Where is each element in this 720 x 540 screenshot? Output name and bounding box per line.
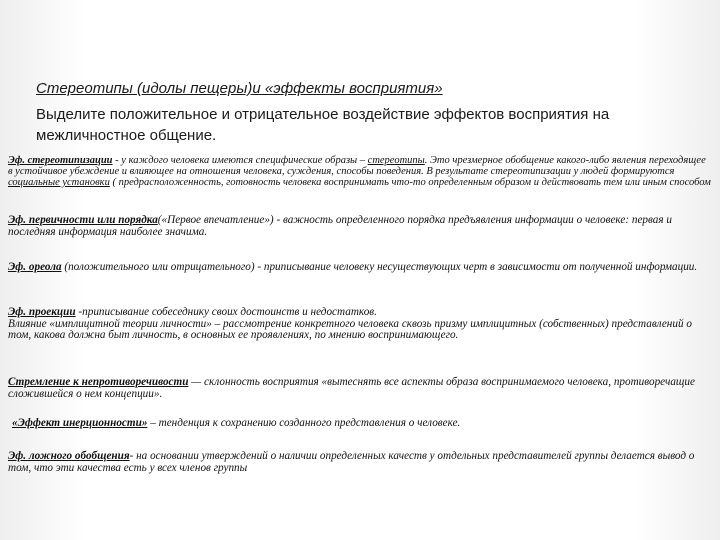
text-stereotyping-1: - у каждого человека имеются специфические образы – [112, 155, 368, 166]
link-stereotypes[interactable]: стереотипы [367, 155, 425, 166]
paragraph-false-generalization [8, 451, 712, 474]
link-social-attitudes[interactable]: социальные установки [8, 176, 110, 188]
text-halo: (положительного или отрицательного) - приписывание человеку несуществующих черт в зависимости от полученной информации. [61, 261, 698, 273]
paragraph-projection [8, 307, 712, 342]
text-projection: -приписывание собеседнику своих достоинств и недостатков. [75, 306, 377, 318]
term-primacy: Эф. первичности или порядка [8, 214, 158, 226]
term-false-generalization: Эф. ложного обобщения [8, 450, 130, 462]
term-projection: Эф. проекции [8, 306, 76, 318]
implicit-theory-text: Влияние «имплицитной теории личности» – рассмотрение конкретного человека сквозь призму имплицитных (собственных) представлений о том, какова должна быт личность, в основных ее проявлениях, по мнению воспринимающего. [8, 317, 692, 341]
term-halo: Эф. ореола [8, 261, 62, 273]
projection-line-1 [8, 307, 712, 319]
text-inertia: – тенденция к сохранению созданного представления о человеке. [147, 417, 461, 429]
text-primacy: («Первое впечатление») - важность определенного порядка предъявления информации о человеке: первая и последняя информация наиболее значима. [8, 214, 672, 238]
paragraph-consistency [8, 377, 712, 400]
text-stereotyping-2: . Это чрезмерное обобщение какого-либо явления переходящее в устойчивое убеждение и влияющее на отношения человека, суждения, способы поведения. В результате стереотипизации у людей формируются [8, 155, 706, 177]
paragraph-stereotyping [8, 156, 712, 188]
text-consistency: — склонность восприятия «вытеснять все аспекты образа воспринимаемого человека, противоречащие сложившейся о нем концепции». [8, 376, 695, 400]
paragraph-halo [8, 262, 712, 274]
slide-title: Стереотипы (идолы пещеры)и «эффекты восприятия» [36, 80, 443, 97]
paragraph-primacy [8, 215, 712, 238]
term-inertia: «Эффект инерционности» [12, 417, 148, 429]
slide-subtitle: Выделите положительное и отрицательное воздействие эффектов восприятия на межличностное общение. [36, 106, 610, 144]
paragraph-inertia [12, 418, 716, 430]
term-consistency: Стремление к непротиворечивости [8, 376, 189, 388]
text-false-generalization: - на основании утверждений о наличии определенных качеств у отдельных представителей группы делается вывод о том, что эти качества есть у всех членов группы [8, 450, 695, 474]
term-stereotyping: Эф. стереотипизации [8, 155, 113, 166]
text-stereotyping-3: ( предрасположенность, готовность человека воспринимать что-то определенным образом и действовать тем или иным способом [109, 176, 711, 188]
